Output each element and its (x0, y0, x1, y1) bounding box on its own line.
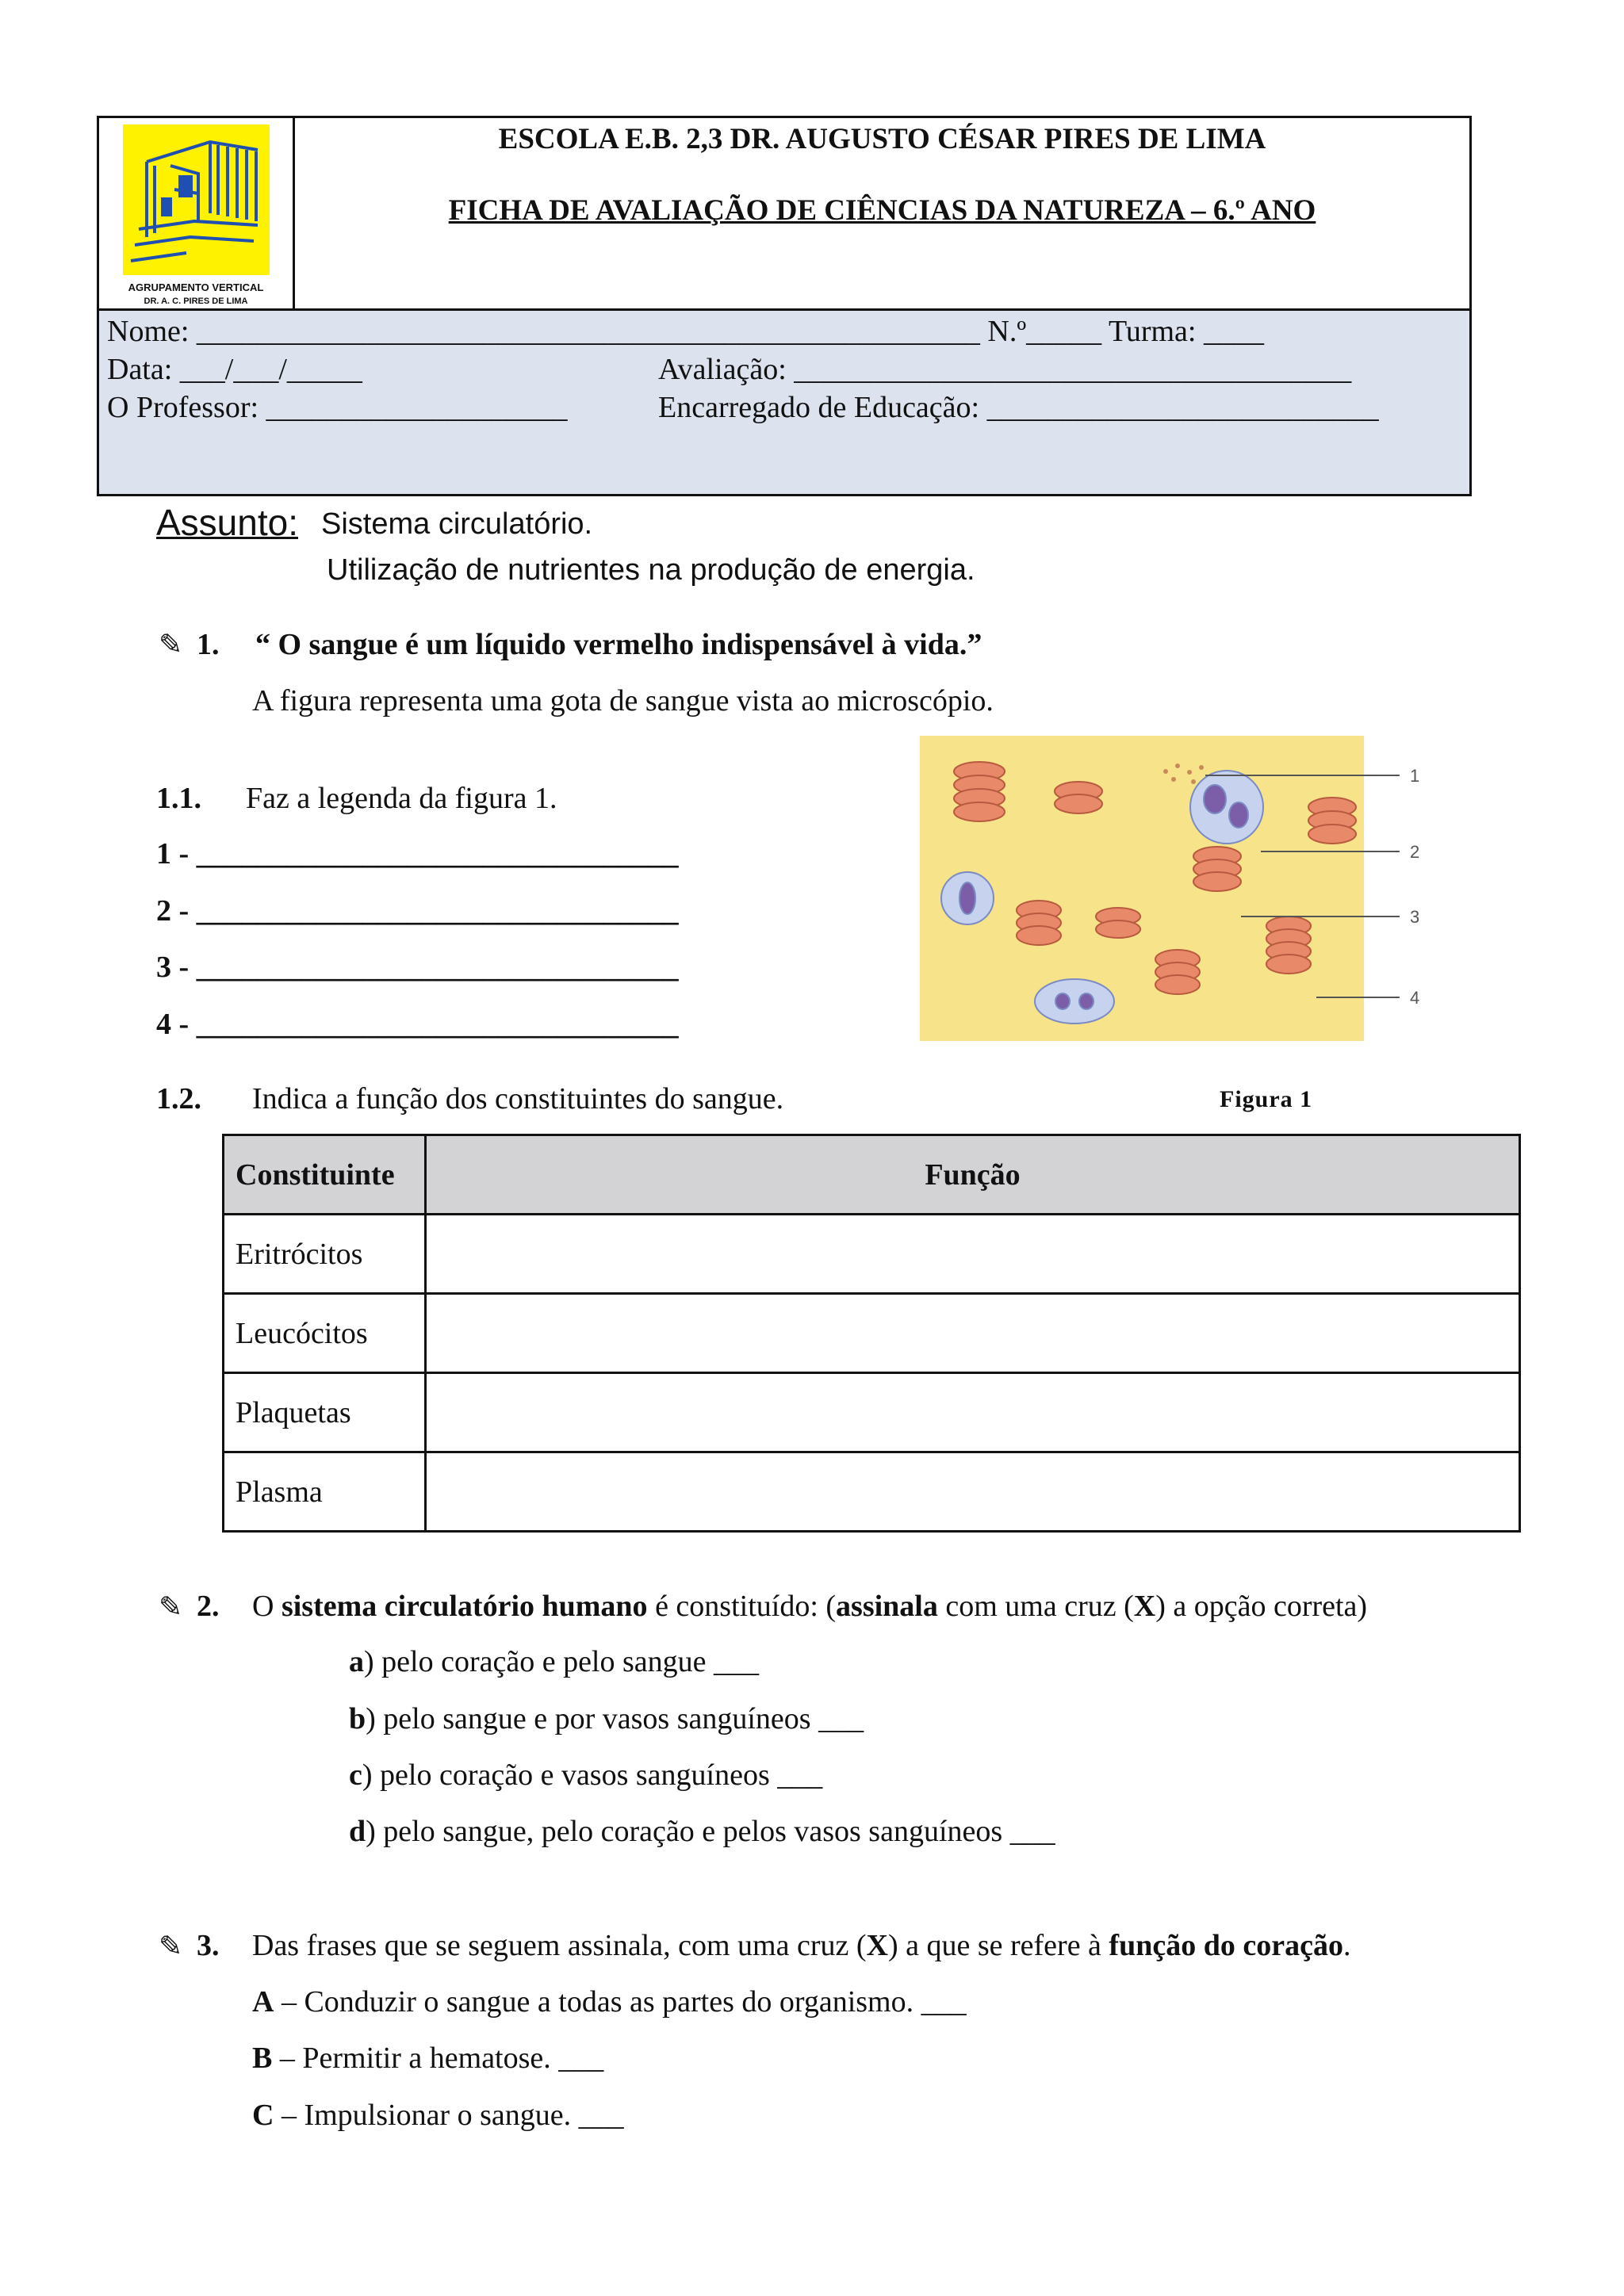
q2-option-a[interactable]: a) pelo coração e pelo sangue ___ (349, 1645, 760, 1678)
q2-option-d[interactable]: d) pelo sangue, pelo coração e pelos vasos sanguíneos ___ (349, 1815, 1055, 1848)
row-label: Eritrócitos (224, 1215, 426, 1294)
svg-text:1: 1 (1410, 766, 1420, 786)
sheet-title: FICHA DE AVALIAÇÃO DE CIÊNCIAS DA NATUREZA – 6.º ANO (448, 194, 1316, 227)
header-box (97, 116, 1472, 496)
assunto-line2: Utilização de nutrientes na produção de energia. (327, 553, 975, 587)
q1-1-text: Faz a legenda da figura 1. (246, 782, 557, 815)
legend-line-2[interactable]: 2 - ________________________________ (156, 894, 679, 928)
table-row (224, 1294, 1520, 1373)
professor-field[interactable]: O Professor: ____________________ (107, 391, 568, 424)
figure-caption: Figura 1 (1220, 1086, 1313, 1112)
svg-text:AGRUPAMENTO VERTICAL: AGRUPAMENTO VERTICAL (128, 281, 264, 293)
school-logo (99, 118, 295, 308)
q3-option-b[interactable]: B – Permitir a hematose. ___ (252, 2042, 604, 2075)
q2-number: 2. (197, 1590, 220, 1623)
pencil-icon: ✎ (159, 1931, 183, 1962)
nome-field[interactable]: Nome: ____________________________________________________ N.º_____ Turma: ____ (107, 315, 1264, 348)
q3-text: Das frases que se seguem assinala, com uma cruz (X) a que se refere à função do coração. (252, 1929, 1351, 1962)
school-name: ESCOLA E.B. 2,3 DR. AUGUSTO CÉSAR PIRES DE LIMA (498, 123, 1266, 155)
table-row (224, 1215, 1520, 1294)
q1-quote: “ O sangue é um líquido vermelho indispensável à vida.” (255, 628, 982, 661)
row-label: Plaquetas (224, 1373, 426, 1452)
row-label: Plasma (224, 1452, 426, 1532)
table-row (224, 1373, 1520, 1452)
student-info-area (99, 311, 1469, 494)
legend-line-1[interactable]: 1 - ________________________________ (156, 837, 679, 871)
q1-2-number: 1.2. (156, 1082, 201, 1115)
svg-text:3: 3 (1410, 907, 1420, 927)
q2-option-b[interactable]: b) pelo sangue e por vasos sanguíneos ___ (349, 1702, 864, 1735)
svg-text:DR. A. C. PIRES DE LIMA: DR. A. C. PIRES DE LIMA (144, 297, 248, 306)
pencil-icon: ✎ (159, 629, 183, 660)
school-logo-icon (99, 118, 293, 308)
blood-figure (920, 736, 1459, 1041)
answer-cell[interactable] (426, 1373, 1520, 1452)
table-row (224, 1452, 1520, 1532)
header-title-area (99, 118, 1469, 311)
header-funcao: Função (426, 1135, 1520, 1215)
legend-line-3[interactable]: 3 - ________________________________ (156, 951, 679, 984)
assunto-line1: Sistema circulatório. (321, 507, 593, 541)
q3-number: 3. (197, 1929, 220, 1962)
assunto-label: Assunto: (156, 502, 298, 543)
q1-number: 1. (197, 628, 220, 661)
table-header-row (224, 1135, 1520, 1215)
header-constituinte: Constituinte (224, 1135, 426, 1215)
answer-cell[interactable] (426, 1294, 1520, 1373)
constituents-table (222, 1134, 1521, 1533)
row-label: Leucócitos (224, 1294, 426, 1373)
rbc-stack-1 (954, 762, 1005, 821)
pencil-icon: ✎ (159, 1591, 183, 1623)
q1-1-number: 1.1. (156, 782, 201, 815)
q2-text: O sistema circulatório humano é constituído: (assinala com uma cruz (X) a opção correta) (252, 1590, 1368, 1623)
blood-microscope-image (920, 736, 1459, 1041)
wbc-1 (1190, 771, 1263, 844)
q1-text: A figura representa uma gota de sangue vista ao microscópio. (252, 684, 994, 718)
data-field[interactable]: Data: ___/___/_____ (107, 353, 362, 386)
q1-2-text: Indica a função dos constituintes do sangue. (252, 1082, 784, 1115)
svg-text:2: 2 (1410, 842, 1420, 862)
answer-cell[interactable] (426, 1215, 1520, 1294)
encarregado-field[interactable]: Encarregado de Educação: __________________________ (658, 391, 1379, 424)
q2-option-c[interactable]: c) pelo coração e vasos sanguíneos ___ (349, 1758, 823, 1792)
q3-option-a[interactable]: A – Conduzir o sangue a todas as partes do organismo. ___ (252, 1985, 967, 2019)
q3-option-c[interactable]: C – Impulsionar o sangue. ___ (252, 2099, 624, 2132)
answer-cell[interactable] (426, 1452, 1520, 1532)
legend-line-4[interactable]: 4 - ________________________________ (156, 1008, 679, 1041)
avaliacao-field[interactable]: Avaliação: _____________________________________ (658, 353, 1352, 386)
svg-text:4: 4 (1410, 988, 1420, 1008)
